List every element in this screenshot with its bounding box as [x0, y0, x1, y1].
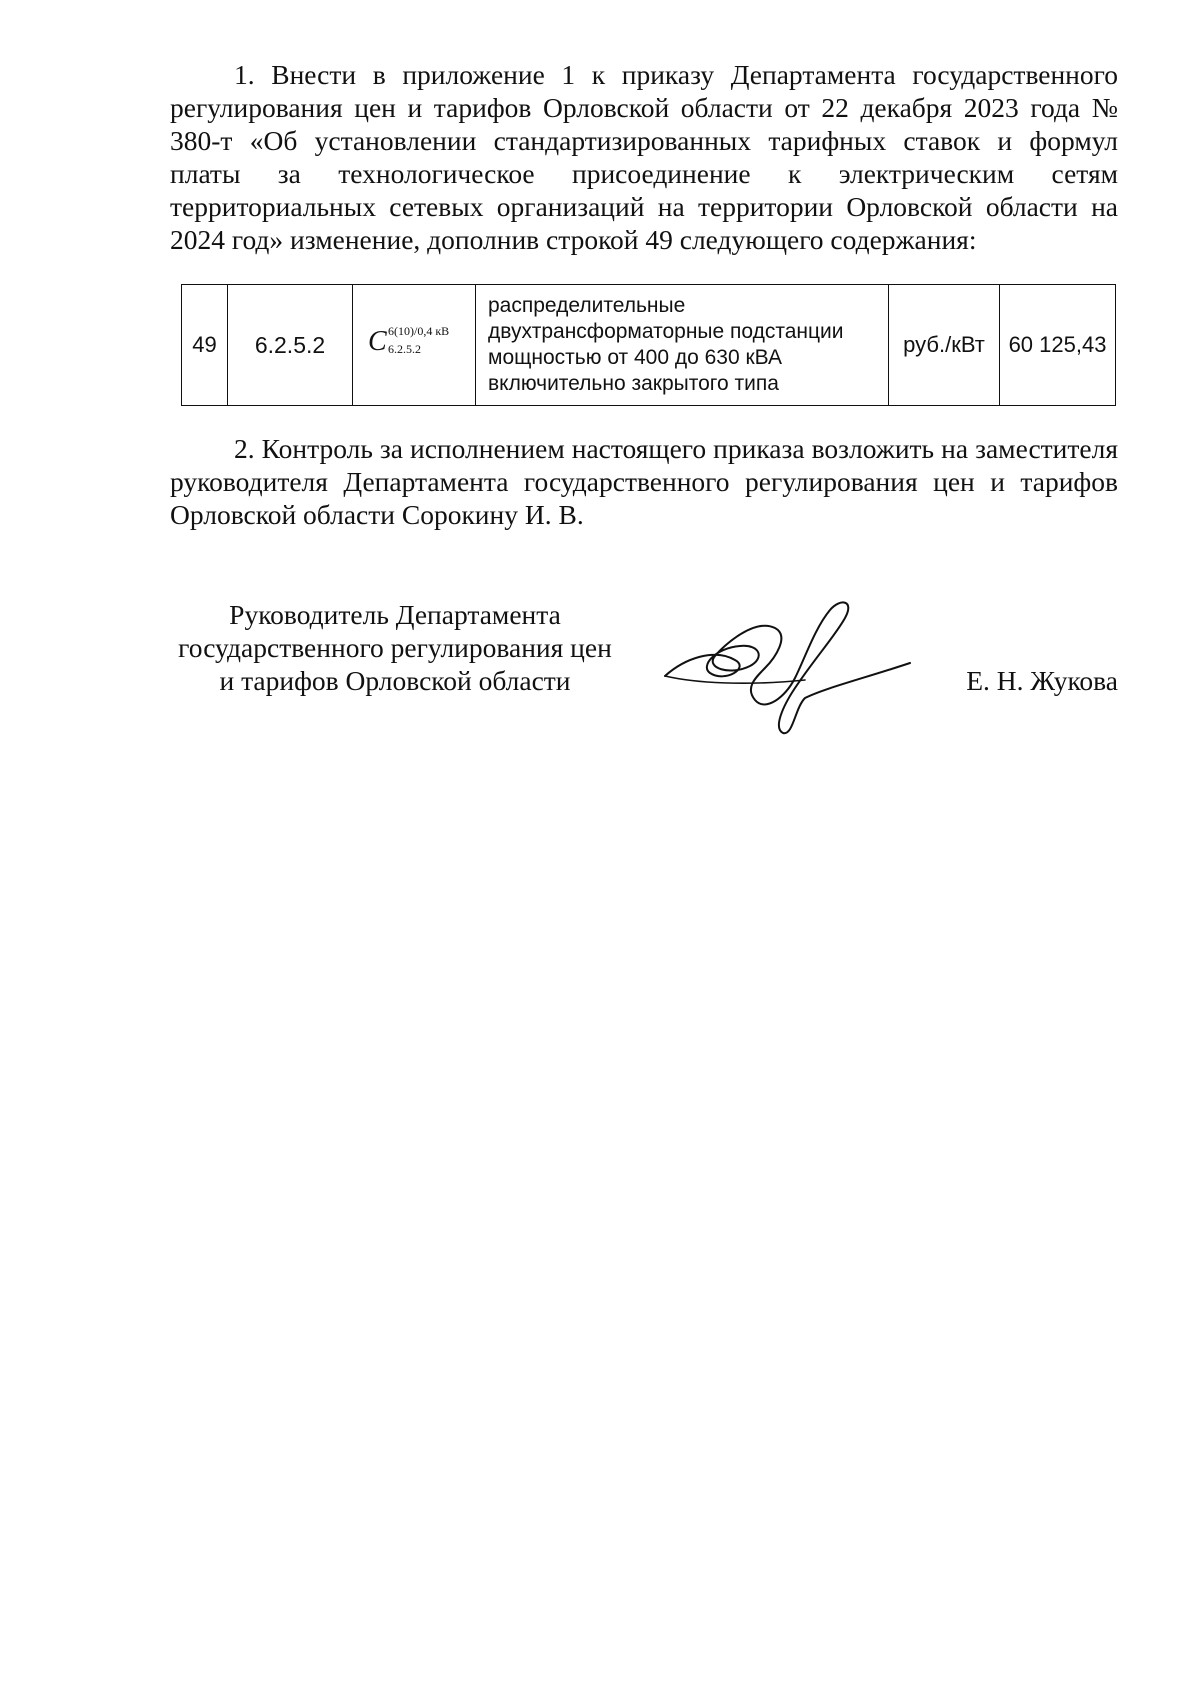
paragraph-control-text: 2. Контроль за исполнением настоящего приказа возложить на заместителя руководителя Департамента государственного регулирования цен и тарифов Орловской области Сорокину И. В. — [170, 433, 1118, 530]
rate-symbol-base: C — [368, 325, 387, 357]
rate-symbol-superscript: 6(10)/0,4 кВ — [388, 323, 450, 338]
rate-symbol — [364, 318, 464, 368]
table-row — [182, 285, 1116, 406]
row-code: 6.2.5.2 — [228, 285, 353, 406]
signer-title — [150, 598, 640, 697]
row-description: распределительные двухтрансформаторные подстанции мощностью от 400 до 630 кВА включительно закрытого типа — [476, 285, 889, 406]
paragraph-control — [170, 432, 1118, 531]
paragraph-amendment — [170, 58, 1118, 256]
signer-title-line: государственного регулирования цен — [178, 632, 612, 663]
row-number: 49 — [182, 285, 228, 406]
signer-name: Е. Н. Жукова — [966, 665, 1118, 696]
paragraph-amendment-text: 1. Внести в приложение 1 к приказу Департамента государственного регулирования цен и тарифов Орловской области от 22 декабря 2023 года № 380-т «Об установлении стандартизированных тарифных ставок и формул платы за технологическое присоединение к электрическим сетям территориальных сетевых организаций на территории Орловской области на 2024 год» изменение, дополнив строкой 49 следующего содержания: — [170, 59, 1118, 255]
signer-title-line: Руководитель Департамента — [229, 599, 561, 630]
rate-symbol-cell — [353, 285, 476, 406]
signer-title-line: и тарифов Орловской области — [219, 665, 571, 696]
rate-symbol-subscript: 6.2.5.2 — [388, 341, 421, 356]
row-unit: руб./кВт — [889, 285, 1000, 406]
amendment-table — [181, 284, 1116, 406]
row-value: 60 125,43 — [1000, 285, 1116, 406]
handwritten-signature — [655, 588, 925, 738]
